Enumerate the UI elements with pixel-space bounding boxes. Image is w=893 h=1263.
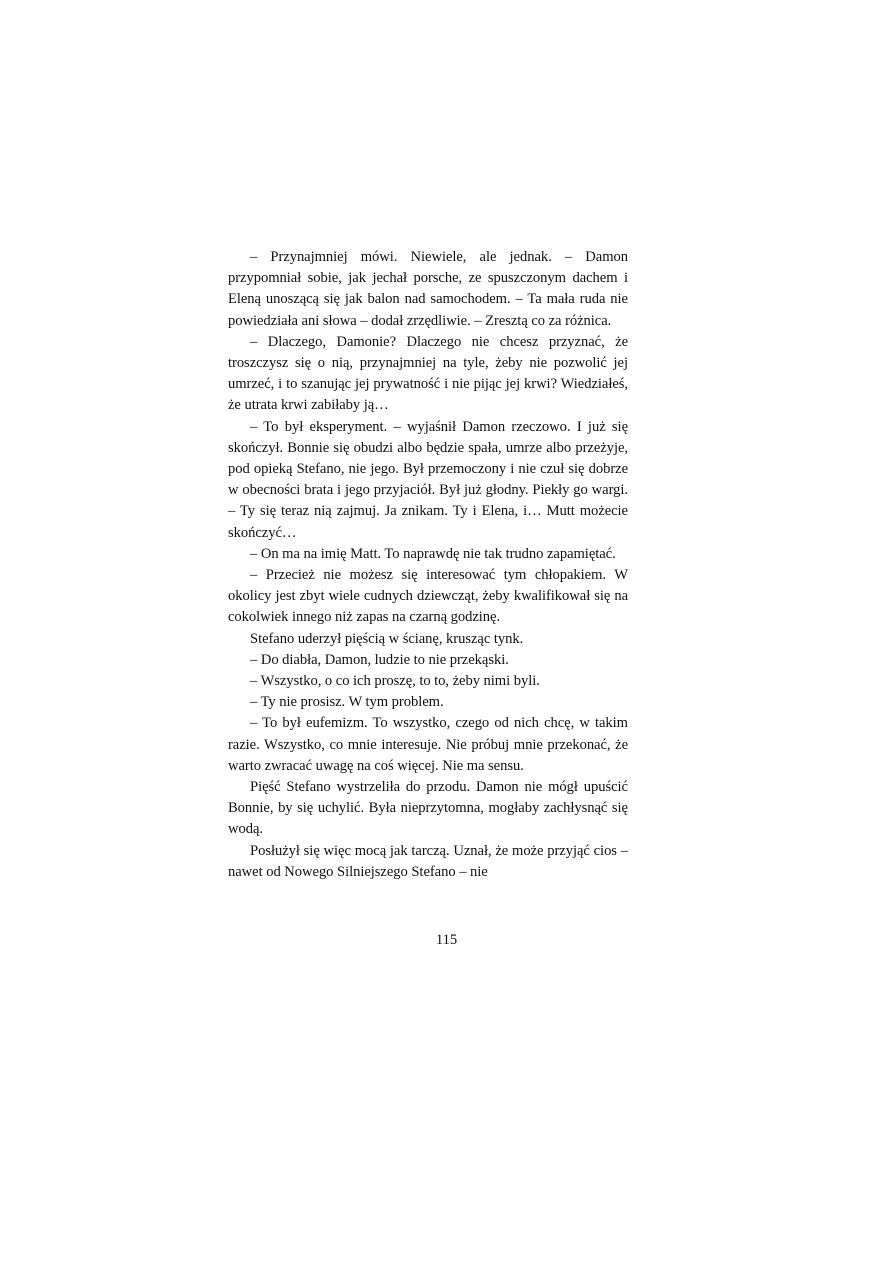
- paragraph: – To był eufemizm. To wszystko, czego od nich chcę, w takim razie. Wszystko, co mnie interesuje. Nie próbuj mnie przekonać, że warto zwracać uwagę na coś więcej. Nie ma sensu.: [228, 715, 628, 774]
- body-text: [228, 247, 628, 883]
- paragraph: – Ty nie prosisz. W tym problem.: [250, 694, 444, 711]
- paragraph: – To był eksperyment. – wyjaśnił Damon rzeczowo. I już się skończył. Bonnie się obudzi albo będzie spała, umrze albo przeżyje, pod opieką Stefano, nie jego. Był przemoczony i nie czuł się dobrze w obecności brata i jego przyjaciół. Był już głodny. Piekły go wargi. – Ty się teraz nią zajmuj. Ja znikam. Ty i Elena, i… Mutt możecie skończyć…: [228, 418, 628, 541]
- page-number: 115: [435, 932, 458, 948]
- paragraph: – Dlaczego, Damonie? Dlaczego nie chcesz przyznać, że troszczysz się o nią, przynajmniej na tyle, żeby nie pozwolić jej umrzeć, i to szanując jej prywatność i nie pijąc jej krwi? Wiedziałeś, że utrata krwi zabiłaby ją…: [228, 333, 628, 414]
- paragraph: – Przynajmniej mówi. Niewiele, ale jednak. – Damon przypomniał sobie, jak jechał porsche, ze spuszczonym dachem i Eleną unoszącą się jak balon nad samochodem. – Ta mała ruda nie powiedziała ani słowa – dodał zrzędliwie. – Zresztą co za różnica.: [228, 249, 628, 329]
- paragraph: – On ma na imię Matt. To naprawdę nie tak trudno zapamiętać.: [250, 545, 616, 562]
- paragraph: – Wszystko, o co ich proszę, to to, żeby nimi byli.: [250, 673, 540, 690]
- paragraph: – Przecież nie możesz się interesować tym chłopakiem. W okolicy jest zbyt wiele cudnych dziewcząt, żeby kwalifikował się na cokolwiek innego niż zapas na czarną godzinę.: [228, 567, 628, 626]
- paragraph: – Do diabła, Damon, ludzie to nie przekąski.: [250, 651, 509, 668]
- paragraph: Stefano uderzył pięścią w ścianę, krusząc tynk.: [250, 630, 524, 647]
- paragraph: Posłużył się więc mocą jak tarczą. Uznał, że może przyjąć cios – nawet od Nowego Silniejszego Stefano – nie: [228, 842, 628, 880]
- paragraph: Pięść Stefano wystrzeliła do przodu. Damon nie mógł upuścić Bonnie, by się uchylić. Była nieprzytomna, mogłaby zachłysnąć się wodą.: [228, 779, 628, 838]
